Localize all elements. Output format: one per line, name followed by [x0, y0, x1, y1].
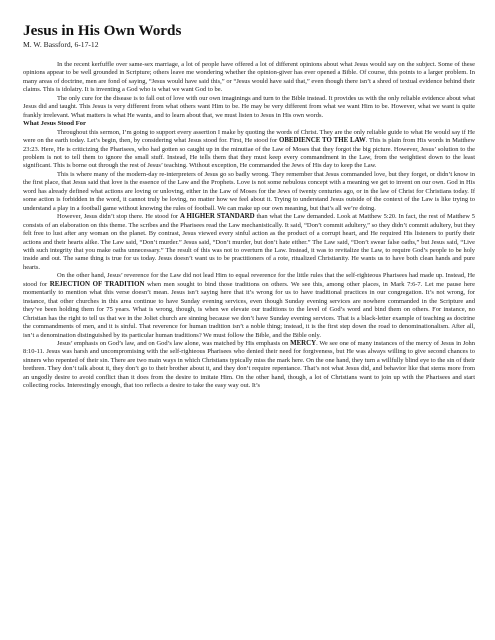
text-run: Jesus’ emphasis on God’s law, and on God’s law alone, was matched by His emphasis on — [57, 339, 291, 347]
paragraph — [23, 272, 475, 340]
text-run: . This is plain from His words in Matthew 23:23. Here, He is criticizing the Pharisees, who had gotten so caught up in the minutiae of the Law of Moses that they forgot the big picture. However, Jesus’ solution to the problem is not to tell them to ignore the small stuff. Instead, He tells them that they must keep every commandment in the Law, from the weightiest down to the least significant. This is borne out through the rest of Jesus’ teaching. Without exception, He commanded the Jews of His day to keep the Law. — [23, 137, 476, 170]
author-line: M. W. Bassford, 6-17-12 — [23, 40, 99, 49]
paragraph — [23, 171, 475, 213]
what-jesus-stood-for-section — [23, 129, 475, 391]
document-body — [23, 61, 475, 391]
paragraph — [23, 129, 475, 171]
emphasis-phrase: OBEDIENCE TO THE LAW — [278, 137, 366, 145]
text-run: However, Jesus didn’t stop there. He stood for — [57, 213, 180, 221]
paragraph — [23, 213, 475, 272]
section-heading: What Jesus Stood For — [23, 120, 86, 128]
paragraph — [23, 340, 475, 391]
text-run: . We see one of many instances of the mercy of Jesus in John 8:10-11. Jesus was harsh and uncompromising with the self-righteous Pharisees who denied their need for forgiveness, but He was always willing to give second chances to sinners who repented of their sin. There are two main ways in which Christians typically miss the mark here. On the one hand, they turn a willfully blind eye to the sin of their brethren. They don’t talk about it, they don’t go to their brother about it, and they don’t require repentance. That’s not what Jesus did, and behavior like that stems more from an ungodly desire to avoid conflict than it does from the desire to imitate Him. On the other hand, though, a lot of Christians want to join up with the Pharisees and start collecting rocks. Interestingly enough, that too reflects a desire to take the easy way out. It’s — [23, 339, 475, 390]
text-run: This is where many of the modern-day re-interpreters of Jesus go so badly wrong. They remember that Jesus commanded love, but they forget, or didn’t know in the first place, that Jesus said that love is the essence of the Law and the Prophets. Love is not some nebulous concept with a meaning we get to invent on our own. God in His word has already defined what actions are loving or unloving, either in the Law of Moses for the Jews of twenty centuries ago, or in the law of Christ for Christians today. If some action is forbidden in the word, it cannot truly be loving, no matter how we feel about it. Trying to understand Jesus outside of the context of the Law is like trying to understand a play in a football game without knowing the rules of football. We can make up our own meaning, but that’s all we’re doing. — [23, 170, 475, 212]
emphasis-phrase: REJECTION OF TRADITION — [49, 280, 145, 288]
text-run: The only cure for the disease is to fall out of love with our own imaginings and turn to the Bible instead. It provides us with the only reliable evidence about what Jesus did and taught. This Jesus is very different from what others want Him to be. He may be very different from what we want Him to be. However, what we want is quite frankly irrelevant. What matters is what He wants, and to learn about that, we must listen to Jesus in His own words. — [23, 94, 475, 119]
intro-section — [23, 61, 475, 120]
text-run: In the recent kerfuffle over same-sex marriage, a lot of people have offered a lot of different opinions about what Jesus would say on the subject. Some of these opinions appear to be well grounded in Scripture; others leave me wondering whether the opinion-giver has ever opened a Bible. Of course, this points to a larger problem. In many areas of doctrine, men are fond of saying, “Jesus would have said this,” or “Jesus would have said that,” even though there isn’t a shred of textual evidence behind their claims. This is idolatry. It is inventing a God who is what we want God to be. — [23, 61, 475, 94]
emphasis-phrase: A HIGHER STANDARD — [179, 213, 255, 221]
text-run: than what the Law demanded. Look at Matthew 5:20. In fact, the rest of Matthew 5 consists of an elaboration on this theme. The scribes and the Pharisees read the Law mechanistically. It said, “Don’t commit adultery,” so they didn’t commit adultery, but they felt free to lust after any woman on the planet. By contrast, Jesus viewed every sinful action as the product of a corrupt heart, and He required His listeners to purify their actions and their hearts alike. The Law said, “Don’t murder.” Jesus said, “Don’t murder, but don’t hate either.” The Law said, “Don’t swear false oaths,” but Jesus said, “Live with such integrity that you make oaths unnecessary.” The result of this was not to overturn the Law. Instead, it was to revitalize the Law, to require God’s people to be holy inside and out. The same thing is true for us today. Jesus doesn’t want us to be practitioners of a rote, ritualized Christianity. He wants us to have both clean hands and pure hearts. — [23, 213, 475, 271]
emphasis-phrase: MERCY — [290, 339, 317, 347]
paragraph — [23, 95, 475, 120]
text-run: when men sought to bind those traditions on others. We see this, among other places, in Mark 7:6-7. Let me pause here momentarily to mention what this verse doesn’t mean. Jesus isn’t saying here that it’s wrong for us to have traditional practices in our congregation. It’s not wrong, for instance, that other churches in this area continue to have Sunday evening services, even though Sunday evening services are nowhere commanded in the Scripture and they’ve been holding them for 75 years. What is wrong, though, is when we elevate our traditions to the level of God’s word and bind them on others. For instance, no Christian has the right to tell us that we in the Joliet church are sinning because we don’t have Sunday evening services. That is a black-letter example of teaching as doctrine the commandments of men, and it is sinful. That reverence for human tradition isn’t a noble thing; instead, it is the first step down the road to denominationalism. After all, isn’t a denomination distinguished by its particular human traditions? We must follow the Bible, and the Bible only. — [23, 280, 475, 339]
paragraph — [23, 61, 475, 95]
text-run: On the other hand, Jesus’ reverence for the Law did not lead Him to equal reverence for the little rules that the self-righteous Pharisees had made up. Instead, He stood for — [23, 272, 475, 288]
document-title: Jesus in His Own Words — [23, 22, 182, 39]
text-run: Throughout this sermon, I’m going to support every assertion I make by quoting the words of Christ. They are the only reliable guide to what He would say if He were on the earth today. Let’s begin, then, by considering what Jesus stood for. First, He stood for — [23, 128, 475, 145]
